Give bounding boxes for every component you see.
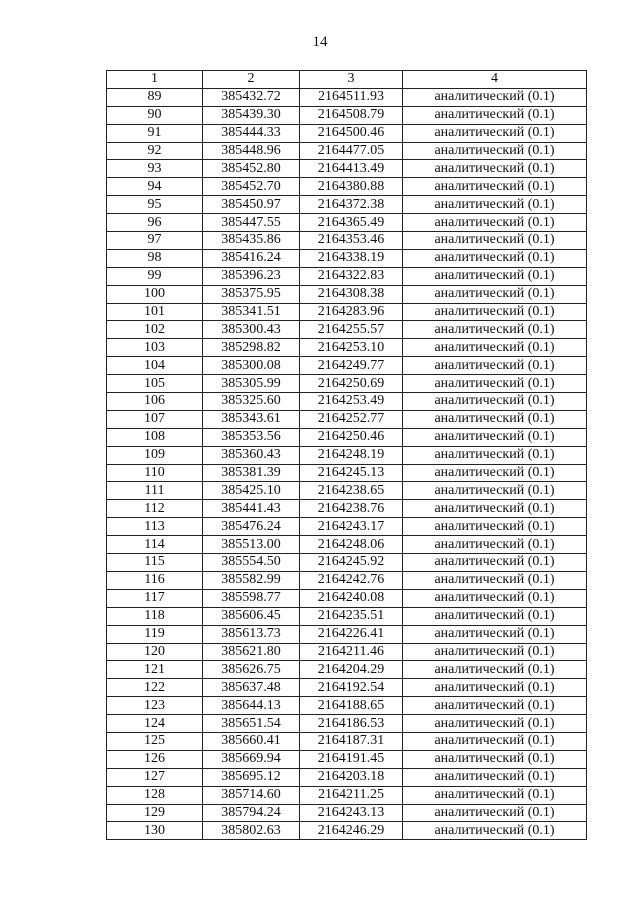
table-row xyxy=(107,822,587,840)
method-cell: аналитический (0.1) xyxy=(403,661,587,679)
y-coordinate-cell: 2164500.46 xyxy=(300,124,403,142)
y-coordinate-cell: 2164249.77 xyxy=(300,357,403,375)
point-number-cell: 93 xyxy=(107,160,203,178)
table-row xyxy=(107,518,587,536)
table-row xyxy=(107,482,587,500)
point-number-cell: 110 xyxy=(107,464,203,482)
point-number-cell: 98 xyxy=(107,249,203,267)
table-row xyxy=(107,625,587,643)
y-coordinate-cell: 2164248.06 xyxy=(300,536,403,554)
x-coordinate-cell: 385300.43 xyxy=(203,321,300,339)
x-coordinate-cell: 385626.75 xyxy=(203,661,300,679)
y-coordinate-cell: 2164322.83 xyxy=(300,267,403,285)
x-coordinate-cell: 385695.12 xyxy=(203,768,300,786)
point-number-cell: 105 xyxy=(107,375,203,393)
x-coordinate-cell: 385613.73 xyxy=(203,625,300,643)
y-coordinate-cell: 2164188.65 xyxy=(300,697,403,715)
table-row xyxy=(107,715,587,733)
x-coordinate-cell: 385353.56 xyxy=(203,428,300,446)
method-cell: аналитический (0.1) xyxy=(403,375,587,393)
x-coordinate-cell: 385341.51 xyxy=(203,303,300,321)
table-row xyxy=(107,321,587,339)
y-coordinate-cell: 2164477.05 xyxy=(300,142,403,160)
x-coordinate-cell: 385598.77 xyxy=(203,589,300,607)
point-number-cell: 119 xyxy=(107,625,203,643)
method-cell: аналитический (0.1) xyxy=(403,410,587,428)
point-number-cell: 108 xyxy=(107,428,203,446)
x-coordinate-cell: 385660.41 xyxy=(203,732,300,750)
x-coordinate-cell: 385476.24 xyxy=(203,518,300,536)
table-row xyxy=(107,160,587,178)
x-coordinate-cell: 385432.72 xyxy=(203,88,300,106)
table-row xyxy=(107,571,587,589)
point-number-cell: 117 xyxy=(107,589,203,607)
point-number-cell: 109 xyxy=(107,446,203,464)
method-cell: аналитический (0.1) xyxy=(403,536,587,554)
x-coordinate-cell: 385416.24 xyxy=(203,249,300,267)
point-number-cell: 116 xyxy=(107,571,203,589)
method-cell: аналитический (0.1) xyxy=(403,249,587,267)
table-row xyxy=(107,679,587,697)
table-row xyxy=(107,732,587,750)
point-number-cell: 104 xyxy=(107,357,203,375)
table-row xyxy=(107,249,587,267)
x-coordinate-cell: 385450.97 xyxy=(203,196,300,214)
method-cell: аналитический (0.1) xyxy=(403,500,587,518)
x-coordinate-cell: 385305.99 xyxy=(203,375,300,393)
y-coordinate-cell: 2164245.92 xyxy=(300,554,403,572)
y-coordinate-cell: 2164243.13 xyxy=(300,804,403,822)
table-row xyxy=(107,375,587,393)
point-number-cell: 92 xyxy=(107,142,203,160)
method-cell: аналитический (0.1) xyxy=(403,679,587,697)
table-row xyxy=(107,589,587,607)
table-row xyxy=(107,178,587,196)
table-header-row xyxy=(107,71,587,89)
x-coordinate-cell: 385714.60 xyxy=(203,786,300,804)
point-number-cell: 125 xyxy=(107,732,203,750)
y-coordinate-cell: 2164253.49 xyxy=(300,393,403,411)
table-row xyxy=(107,804,587,822)
table-row xyxy=(107,643,587,661)
method-cell: аналитический (0.1) xyxy=(403,303,587,321)
table-row xyxy=(107,786,587,804)
x-coordinate-cell: 385802.63 xyxy=(203,822,300,840)
x-coordinate-cell: 385669.94 xyxy=(203,750,300,768)
table-row xyxy=(107,697,587,715)
point-number-cell: 103 xyxy=(107,339,203,357)
x-coordinate-cell: 385513.00 xyxy=(203,536,300,554)
y-coordinate-cell: 2164250.69 xyxy=(300,375,403,393)
method-cell: аналитический (0.1) xyxy=(403,804,587,822)
y-coordinate-cell: 2164242.76 xyxy=(300,571,403,589)
y-coordinate-cell: 2164204.29 xyxy=(300,661,403,679)
y-coordinate-cell: 2164245.13 xyxy=(300,464,403,482)
point-number-cell: 96 xyxy=(107,214,203,232)
table-row xyxy=(107,750,587,768)
y-coordinate-cell: 2164372.38 xyxy=(300,196,403,214)
x-coordinate-cell: 385794.24 xyxy=(203,804,300,822)
x-coordinate-cell: 385425.10 xyxy=(203,482,300,500)
column-header-y-coordinate: 3 xyxy=(300,71,403,89)
point-number-cell: 95 xyxy=(107,196,203,214)
method-cell: аналитический (0.1) xyxy=(403,124,587,142)
x-coordinate-cell: 385375.95 xyxy=(203,285,300,303)
point-number-cell: 106 xyxy=(107,393,203,411)
y-coordinate-cell: 2164240.08 xyxy=(300,589,403,607)
y-coordinate-cell: 2164252.77 xyxy=(300,410,403,428)
method-cell: аналитический (0.1) xyxy=(403,428,587,446)
point-number-cell: 97 xyxy=(107,232,203,250)
column-header-point-number: 1 xyxy=(107,71,203,89)
method-cell: аналитический (0.1) xyxy=(403,357,587,375)
table-row xyxy=(107,285,587,303)
x-coordinate-cell: 385343.61 xyxy=(203,410,300,428)
y-coordinate-cell: 2164248.19 xyxy=(300,446,403,464)
x-coordinate-cell: 385298.82 xyxy=(203,339,300,357)
method-cell: аналитический (0.1) xyxy=(403,393,587,411)
table-row xyxy=(107,393,587,411)
method-cell: аналитический (0.1) xyxy=(403,214,587,232)
column-header-x-coordinate: 2 xyxy=(203,71,300,89)
table-row xyxy=(107,88,587,106)
x-coordinate-cell: 385444.33 xyxy=(203,124,300,142)
x-coordinate-cell: 385644.13 xyxy=(203,697,300,715)
x-coordinate-cell: 385381.39 xyxy=(203,464,300,482)
table-row xyxy=(107,232,587,250)
y-coordinate-cell: 2164211.25 xyxy=(300,786,403,804)
y-coordinate-cell: 2164186.53 xyxy=(300,715,403,733)
table-row xyxy=(107,500,587,518)
table-row xyxy=(107,214,587,232)
x-coordinate-cell: 385448.96 xyxy=(203,142,300,160)
method-cell: аналитический (0.1) xyxy=(403,446,587,464)
table-row xyxy=(107,536,587,554)
point-number-cell: 101 xyxy=(107,303,203,321)
table-row xyxy=(107,554,587,572)
point-number-cell: 90 xyxy=(107,106,203,124)
y-coordinate-cell: 2164253.10 xyxy=(300,339,403,357)
point-number-cell: 112 xyxy=(107,500,203,518)
x-coordinate-cell: 385621.80 xyxy=(203,643,300,661)
y-coordinate-cell: 2164508.79 xyxy=(300,106,403,124)
point-number-cell: 102 xyxy=(107,321,203,339)
y-coordinate-cell: 2164250.46 xyxy=(300,428,403,446)
point-number-cell: 107 xyxy=(107,410,203,428)
method-cell: аналитический (0.1) xyxy=(403,822,587,840)
x-coordinate-cell: 385606.45 xyxy=(203,607,300,625)
y-coordinate-cell: 2164238.65 xyxy=(300,482,403,500)
table-row xyxy=(107,464,587,482)
y-coordinate-cell: 2164413.49 xyxy=(300,160,403,178)
y-coordinate-cell: 2164365.49 xyxy=(300,214,403,232)
y-coordinate-cell: 2164246.29 xyxy=(300,822,403,840)
point-number-cell: 89 xyxy=(107,88,203,106)
table-row xyxy=(107,196,587,214)
point-number-cell: 126 xyxy=(107,750,203,768)
method-cell: аналитический (0.1) xyxy=(403,482,587,500)
point-number-cell: 120 xyxy=(107,643,203,661)
point-number-cell: 121 xyxy=(107,661,203,679)
point-number-cell: 111 xyxy=(107,482,203,500)
point-number-cell: 91 xyxy=(107,124,203,142)
y-coordinate-cell: 2164255.57 xyxy=(300,321,403,339)
x-coordinate-cell: 385447.55 xyxy=(203,214,300,232)
table-row xyxy=(107,607,587,625)
y-coordinate-cell: 2164226.41 xyxy=(300,625,403,643)
table-row xyxy=(107,303,587,321)
x-coordinate-cell: 385582.99 xyxy=(203,571,300,589)
method-cell: аналитический (0.1) xyxy=(403,715,587,733)
x-coordinate-cell: 385435.86 xyxy=(203,232,300,250)
point-number-cell: 114 xyxy=(107,536,203,554)
y-coordinate-cell: 2164243.17 xyxy=(300,518,403,536)
y-coordinate-cell: 2164235.51 xyxy=(300,607,403,625)
method-cell: аналитический (0.1) xyxy=(403,88,587,106)
method-cell: аналитический (0.1) xyxy=(403,267,587,285)
x-coordinate-cell: 385452.70 xyxy=(203,178,300,196)
y-coordinate-cell: 2164338.19 xyxy=(300,249,403,267)
point-number-cell: 130 xyxy=(107,822,203,840)
table-body xyxy=(107,88,587,839)
method-cell: аналитический (0.1) xyxy=(403,607,587,625)
table-row xyxy=(107,339,587,357)
table-row xyxy=(107,410,587,428)
table-row xyxy=(107,446,587,464)
method-cell: аналитический (0.1) xyxy=(403,160,587,178)
point-number-cell: 94 xyxy=(107,178,203,196)
method-cell: аналитический (0.1) xyxy=(403,786,587,804)
x-coordinate-cell: 385651.54 xyxy=(203,715,300,733)
point-number-cell: 99 xyxy=(107,267,203,285)
x-coordinate-cell: 385300.08 xyxy=(203,357,300,375)
method-cell: аналитический (0.1) xyxy=(403,518,587,536)
method-cell: аналитический (0.1) xyxy=(403,106,587,124)
point-number-cell: 129 xyxy=(107,804,203,822)
point-number-cell: 115 xyxy=(107,554,203,572)
x-coordinate-cell: 385452.80 xyxy=(203,160,300,178)
table-row xyxy=(107,661,587,679)
method-cell: аналитический (0.1) xyxy=(403,697,587,715)
method-cell: аналитический (0.1) xyxy=(403,321,587,339)
method-cell: аналитический (0.1) xyxy=(403,625,587,643)
y-coordinate-cell: 2164187.31 xyxy=(300,732,403,750)
point-number-cell: 113 xyxy=(107,518,203,536)
method-cell: аналитический (0.1) xyxy=(403,643,587,661)
point-number-cell: 128 xyxy=(107,786,203,804)
method-cell: аналитический (0.1) xyxy=(403,232,587,250)
y-coordinate-cell: 2164238.76 xyxy=(300,500,403,518)
table-row xyxy=(107,428,587,446)
table-row xyxy=(107,124,587,142)
method-cell: аналитический (0.1) xyxy=(403,554,587,572)
method-cell: аналитический (0.1) xyxy=(403,285,587,303)
method-cell: аналитический (0.1) xyxy=(403,196,587,214)
method-cell: аналитический (0.1) xyxy=(403,732,587,750)
method-cell: аналитический (0.1) xyxy=(403,589,587,607)
method-cell: аналитический (0.1) xyxy=(403,571,587,589)
y-coordinate-cell: 2164192.54 xyxy=(300,679,403,697)
y-coordinate-cell: 2164211.46 xyxy=(300,643,403,661)
method-cell: аналитический (0.1) xyxy=(403,750,587,768)
column-header-method: 4 xyxy=(403,71,587,89)
table-row xyxy=(107,142,587,160)
method-cell: аналитический (0.1) xyxy=(403,464,587,482)
table-row xyxy=(107,768,587,786)
coordinates-table xyxy=(106,70,587,840)
x-coordinate-cell: 385637.48 xyxy=(203,679,300,697)
point-number-cell: 122 xyxy=(107,679,203,697)
point-number-cell: 118 xyxy=(107,607,203,625)
x-coordinate-cell: 385360.43 xyxy=(203,446,300,464)
point-number-cell: 123 xyxy=(107,697,203,715)
y-coordinate-cell: 2164511.93 xyxy=(300,88,403,106)
point-number-cell: 100 xyxy=(107,285,203,303)
y-coordinate-cell: 2164380.88 xyxy=(300,178,403,196)
method-cell: аналитический (0.1) xyxy=(403,339,587,357)
x-coordinate-cell: 385396.23 xyxy=(203,267,300,285)
method-cell: аналитический (0.1) xyxy=(403,768,587,786)
point-number-cell: 127 xyxy=(107,768,203,786)
x-coordinate-cell: 385439.30 xyxy=(203,106,300,124)
y-coordinate-cell: 2164283.96 xyxy=(300,303,403,321)
method-cell: аналитический (0.1) xyxy=(403,142,587,160)
page-number: 14 xyxy=(312,34,328,50)
x-coordinate-cell: 385325.60 xyxy=(203,393,300,411)
point-number-cell: 124 xyxy=(107,715,203,733)
x-coordinate-cell: 385441.43 xyxy=(203,500,300,518)
table-row xyxy=(107,267,587,285)
y-coordinate-cell: 2164308.38 xyxy=(300,285,403,303)
y-coordinate-cell: 2164203.18 xyxy=(300,768,403,786)
y-coordinate-cell: 2164191.45 xyxy=(300,750,403,768)
y-coordinate-cell: 2164353.46 xyxy=(300,232,403,250)
table-row xyxy=(107,357,587,375)
method-cell: аналитический (0.1) xyxy=(403,178,587,196)
table-row xyxy=(107,106,587,124)
x-coordinate-cell: 385554.50 xyxy=(203,554,300,572)
